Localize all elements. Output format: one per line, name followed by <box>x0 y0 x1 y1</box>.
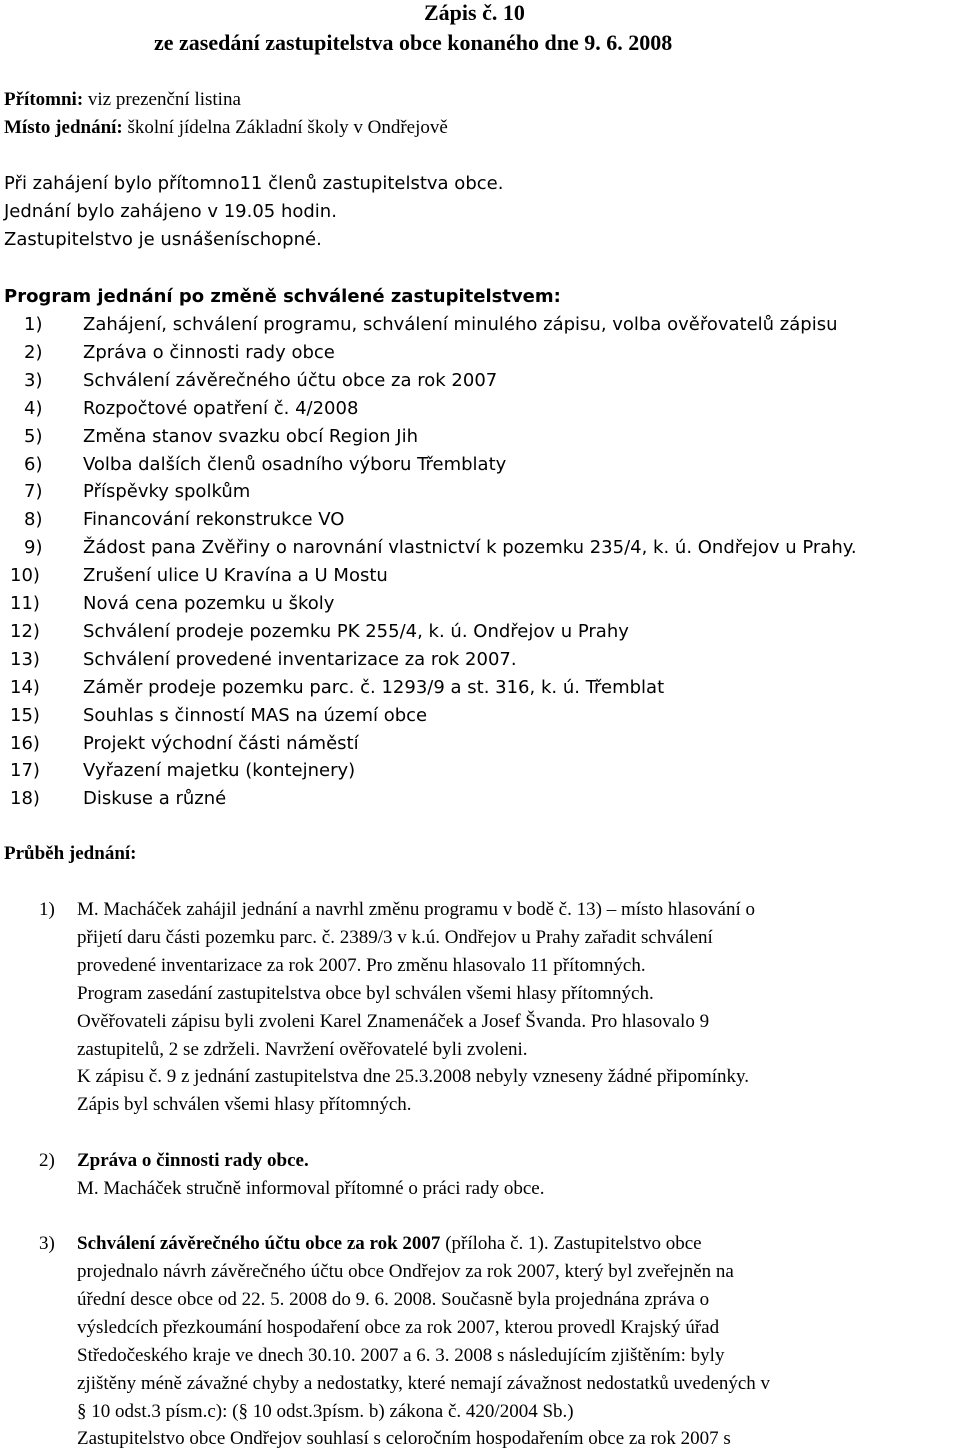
program-item-text: Záměr prodeje pozemku parc. č. 1293/9 a st. 316, k. ú. Třemblat <box>83 676 665 698</box>
program-item-number: 12) <box>10 620 40 642</box>
program-item-number: 13) <box>10 648 40 670</box>
program-item-text: Zpráva o činnosti rady obce <box>83 341 335 363</box>
program-item-number: 17) <box>10 760 40 782</box>
proceedings-text-line: přijetí daru části pozemku parc. č. 2389/3 v k.ú. Ondřejov u Prahy zařadit schválení <box>77 926 713 948</box>
proceedings-text-line: úřední desce obce od 22. 5. 2008 do 9. 6. 2008. Současně byla projednána zpráva o <box>77 1288 710 1310</box>
proceedings-heading-rest: (příloha č. 1). Zastupitelstvo obce <box>440 1233 702 1254</box>
proceedings-text-line: zjištěny méně závažné chyby a nedostatky, které nemají závažnost nedostatků uvedených v <box>77 1372 771 1394</box>
program-item-text: Nová cena pozemku u školy <box>83 593 335 614</box>
program-item-number: 3) <box>24 369 43 391</box>
place-value: školní jídelna Základní školy v Ondřejově <box>122 117 448 138</box>
proceedings-text-line: Ověřovateli zápisu byli zvoleni Karel Znamenáček a Josef Švanda. Pro hlasovalo 9 <box>77 1010 710 1032</box>
present-label: Přítomni: <box>4 89 84 110</box>
proceedings-heading: Zpráva o činnosti rady obce. <box>77 1150 309 1171</box>
opening-line-1: Při zahájení bylo přítomno11 členů zastupitelstva obce. <box>4 173 504 194</box>
opening-line-2: Jednání bylo zahájeno v 19.05 hodin. <box>4 201 337 222</box>
program-item-number: 6) <box>24 453 43 475</box>
program-item-number: 7) <box>24 481 43 503</box>
proceedings-title: Průběh jednání: <box>4 843 137 864</box>
opening-line-3: Zastupitelstvo je usnášeníschopné. <box>4 229 322 250</box>
proceedings-heading: Schválení závěrečného účtu obce za rok 2007 <box>77 1233 441 1254</box>
proceedings-item-number: 2) <box>39 1150 55 1171</box>
program-item-text: Zrušení ulice U Kravína a U Mostu <box>83 565 388 587</box>
present-line <box>4 89 241 111</box>
proceedings-text-line: M. Macháček zahájil jednání a navrhl změnu programu v bodě č. 13) – místo hlasování o <box>77 899 755 920</box>
program-item-text: Financování rekonstrukce VO <box>83 509 345 531</box>
program-item-text: Schválení závěrečného účtu obce za rok 2007 <box>83 369 498 391</box>
proceedings-heading-line <box>77 1233 702 1255</box>
proceedings-text-line: zastupitelů, 2 se zdrželi. Navržení ověřovatelé byli zvoleni. <box>77 1038 528 1060</box>
program-item-text: Volba dalších členů osadního výboru Třemblaty <box>83 453 507 475</box>
program-item-text: Vyřazení majetku (kontejnery) <box>83 760 356 782</box>
proceedings-text-line: Zastupitelstvo obce Ondřejov souhlasí s celoročním hospodařením obce za rok 2007 s <box>77 1428 731 1450</box>
proceedings-text-line: § 10 odst.3 písm.c): (§ 10 odst.3písm. b) zákona č. 420/2004 Sb.) <box>77 1400 574 1422</box>
proceedings-text-line: výsledcích přezkoumání hospodaření obce za rok 2007, kterou provedl Krajský úřad <box>77 1316 720 1338</box>
proceedings-text-line: projednalo návrh závěrečného účtu obce Ondřejov za rok 2007, který byl zveřejněn na <box>77 1261 734 1282</box>
program-item-number: 11) <box>10 593 40 614</box>
present-value: viz prezenční listina <box>83 89 241 110</box>
document-subtitle: ze zasedání zastupitelstva obce konaného dne 9. 6. 2008 <box>154 30 673 55</box>
program-item-text: Schválení prodeje pozemku PK 255/4, k. ú. Ondřejov u Prahy <box>83 620 629 642</box>
program-item-text: Změna stanov svazku obcí Region Jih <box>83 425 418 447</box>
program-item-number: 2) <box>24 341 43 363</box>
proceedings-text-line: M. Macháček stručně informoval přítomné o práci rady obce. <box>77 1178 545 1199</box>
program-item-number: 9) <box>24 537 43 559</box>
place-label: Místo jednání: <box>4 117 123 138</box>
program-item-text: Žádost pana Zvěřiny o narovnání vlastnictví k pozemku 235/4, k. ú. Ondřejov u Prahy. <box>83 537 857 559</box>
program-item-number: 16) <box>10 732 40 754</box>
program-item-text: Souhlas s činností MAS na území obce <box>83 704 428 726</box>
program-item-number: 1) <box>24 314 43 335</box>
program-item-number: 4) <box>24 397 43 419</box>
place-line <box>4 117 448 139</box>
program-item-number: 18) <box>10 788 40 810</box>
program-item-text: Projekt východní části náměstí <box>83 732 359 754</box>
program-item-number: 8) <box>24 509 43 531</box>
program-item-number: 14) <box>10 676 40 698</box>
program-item-text: Schválení provedené inventarizace za rok 2007. <box>83 648 517 670</box>
program-item-text: Zahájení, schválení programu, schválení minulého zápisu, volba ověřovatelů zápisu <box>83 314 838 335</box>
proceedings-item-number: 3) <box>39 1233 55 1254</box>
program-item-number: 10) <box>10 565 40 587</box>
proceedings-text-line: K zápisu č. 9 z jednání zastupitelstva dne 25.3.2008 nebyly vzneseny žádné připomínky. <box>77 1066 750 1088</box>
program-item-text: Rozpočtové opatření č. 4/2008 <box>83 397 359 419</box>
proceedings-text-line: Středočeského kraje ve dnech 30.10. 2007 a 6. 3. 2008 s následujícím zjištěním: byly <box>77 1344 725 1366</box>
program-title: Program jednání po změně schválené zastupitelstvem: <box>4 286 561 307</box>
program-item-text: Příspěvky spolkům <box>83 481 251 503</box>
proceedings-item-number: 1) <box>39 899 55 920</box>
program-item-text: Diskuse a různé <box>83 788 227 810</box>
document-title: Zápis č. 10 <box>424 0 525 25</box>
program-item-number: 15) <box>10 704 40 726</box>
proceedings-text-line: Program zasedání zastupitelstva obce byl schválen všemi hlasy přítomných. <box>77 982 654 1004</box>
program-item-number: 5) <box>24 425 43 447</box>
proceedings-text-line: Zápis byl schválen všemi hlasy přítomných. <box>77 1094 412 1116</box>
proceedings-text-line: provedené inventarizace za rok 2007. Pro změnu hlasovalo 11 přítomných. <box>77 954 646 976</box>
